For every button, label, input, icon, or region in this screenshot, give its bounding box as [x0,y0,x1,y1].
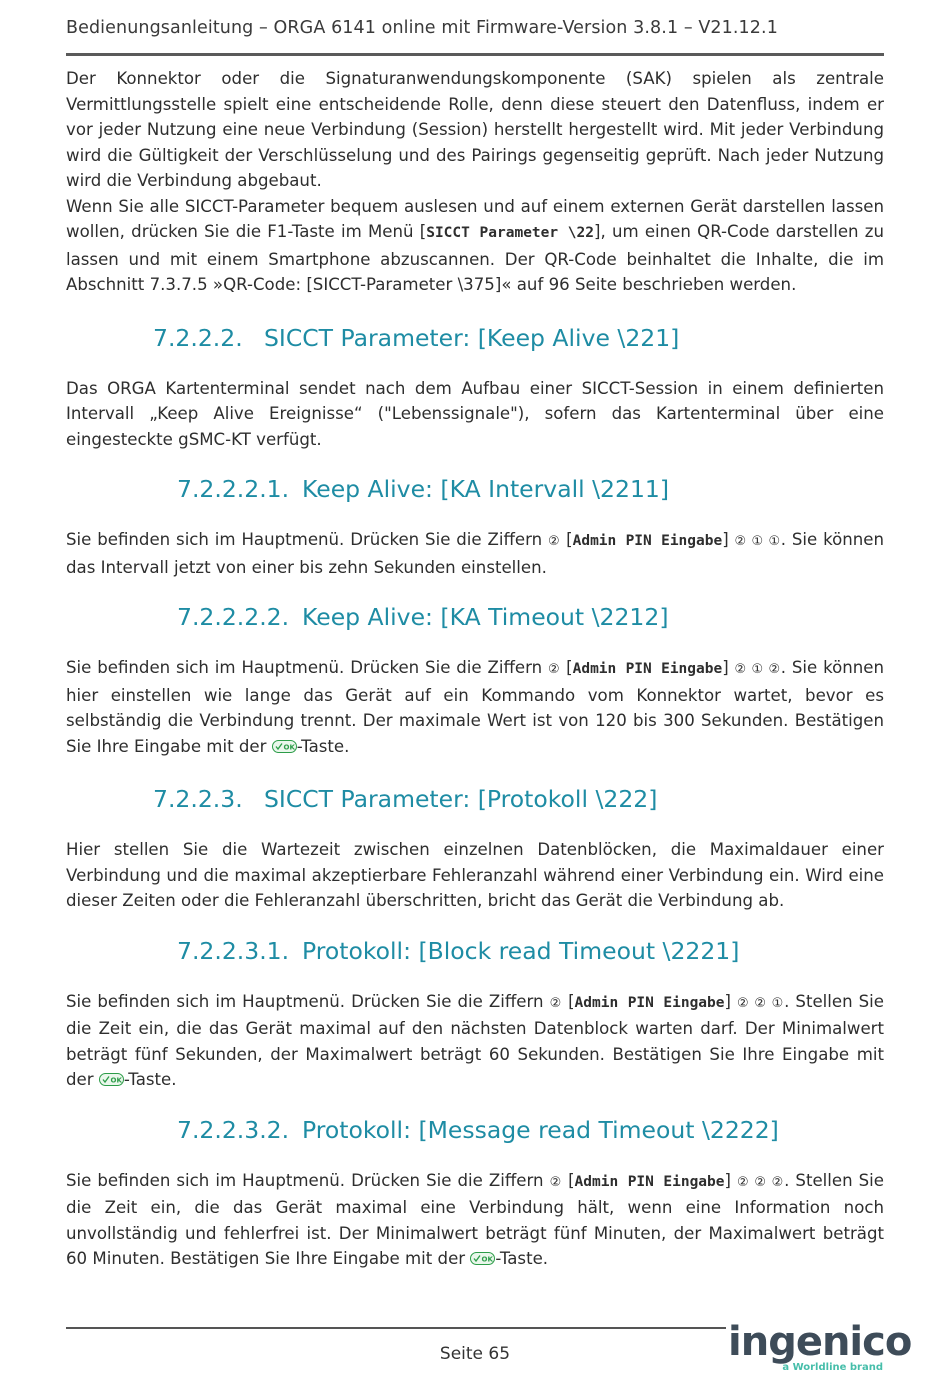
intro-paragraph-1: Der Konnektor oder die Signaturanwendungskomponente (SAK) spielen als zentrale Vermittlungsstelle spielt eine entscheidende Rolle, denn diese steuert den Datenfluss, indem er vor jeder Nutzung eine neue Verbindung (Session) herstellt hergestellt wird. Mit jeder Verbindung wird die Gültigkeit der Verschlüsselung und des Pairings gegenseitig geprüft. Nach jeder Nutzung wird die Verbindung abgebaut. [66,69,884,190]
subsection-heading-ka-intervall: 7.2.2.2.1. Keep Alive: [KA Intervall \2211] [177,475,670,503]
ok-key-label: OK [481,1255,494,1263]
key-sequence: ② [549,995,563,1011]
key-sequence: ② [549,1174,563,1190]
key-sequence: ② ① ② [734,662,781,677]
key-sequence: ② [548,534,561,549]
ok-key-label: OK [110,1076,122,1084]
page-content [66,66,884,1272]
menu-code: Admin PIN Eingabe [574,994,725,1011]
ingenico-logo [728,1319,912,1374]
header-divider [66,53,884,56]
subsection-text-ka-timeout: Sie befinden sich im Hauptmenü. Drücken Sie die Ziffern ② [Admin PIN Eingabe] ② ① ②. Sie können hier einstellen wie lange das Gerät auf ein Kommando vom Konnektor wartet, bevor es selbständig die Verbindung trennt. Der maximale Wert ist von 120 bis 300 Sekunden. Bestätigen Sie Ihre Eingabe mit der OK -Taste. [66,658,885,756]
ok-key-label: OK [283,743,295,751]
section-heading-protokoll: 7.2.2.3. SICCT Parameter: [Protokoll \222] [153,785,658,813]
subsection-heading-ka-timeout: 7.2.2.2.2. Keep Alive: [KA Timeout \2212] [177,603,669,631]
key-sequence: ② ② ② [737,1174,785,1190]
subsection-heading-message-read-timeout: 7.2.2.3.2. Protokoll: [Message read Timeout \2222] [177,1115,779,1144]
ok-key-icon [470,1252,495,1265]
section-text-protokoll: Hier stellen Sie die Wartezeit zwischen einzelnen Datenblöcken, die Maximaldauer einer Verbindung und die maximal akzeptierbare Fehleranzahl während einer Verbindung ein. Wird eine dieser Zeiten oder die Fehleranzahl überschritten, bricht das Gerät die Verbindung ab. [66,840,884,910]
document-header: Bedienungsanleitung – ORGA 6141 online mit Firmware-Version 3.8.1 – V21.12.1 [66,18,778,38]
menu-code: SICCT Parameter \22 [426,225,594,241]
logo-tagline: a Worldline brand [782,1362,883,1373]
logo-wordmark: ingenico [728,1319,912,1365]
subsection-text-ka-intervall: Sie befinden sich im Hauptmenü. Drücken Sie die Ziffern ② [Admin PIN Eingabe] ② ① ①. Sie können das Intervall jetzt von einer bis zehn Sekunden einstellen. [66,530,885,577]
page-number: Seite 65 [439,1344,511,1364]
intro-paragraph-2: Wenn Sie alle SICCT-Parameter bequem auslesen und auf einem externen Gerät darstellen lassen wollen, drücken Sie die F1-Taste im Menü [SICCT Parameter \22], um einen QR-Code darstellen zu lassen und mit einem Smartphone abzuscannen. Der QR-Code beinhaltet die Inhalte, die im Abschnitt 7.3.7.5 »QR-Code: [SICCT-Parameter \375]« auf 96 Seite beschrieben werden. [66,196,885,294]
section-heading-keep-alive: 7.2.2.2. SICCT Parameter: [Keep Alive \221] [153,323,680,352]
subsection-text-message-read-timeout: Sie befinden sich im Hauptmenü. Drücken Sie die Ziffern ② [Admin PIN Eingabe] ② ② ②. Stellen Sie die Zeit ein, die das Gerät maximal eine Verbindung hält, wenn eine Information noch unvollständig und fehlerfrei ist. Der Minimalwert beträgt fünf Minuten, der Maximalwert beträgt 60 Minuten. Bestätigen Sie Ihre Eingabe mit der OK -Taste. [66,1170,884,1268]
ok-key-icon [99,1073,124,1086]
key-sequence: ② [548,662,561,677]
menu-code: Admin PIN Eingabe [572,533,723,549]
key-sequence: ② ① ① [734,534,781,549]
ok-key-icon [272,740,297,753]
menu-code: Admin PIN Eingabe [572,661,723,677]
footer-divider [66,1327,726,1329]
key-sequence: ② ② ① [737,995,785,1011]
section-text-keep-alive: Das ORGA Kartenterminal sendet nach dem Aufbau einer SICCT-Session in einem definierten Intervall „Keep Alive Ereignisse“ ("Lebenssignale"), sofern das Kartenterminal über eine eingesteckte gSMC-KT verfügt. [66,378,884,449]
subsection-heading-block-read-timeout: 7.2.2.3.1. Protokoll: [Block read Timeout \2221] [177,936,740,965]
subsection-text-block-read-timeout: Sie befinden sich im Hauptmenü. Drücken Sie die Ziffern ② [Admin PIN Eingabe] ② ② ①. Stellen Sie die Zeit ein, die das Gerät maximal auf den nächsten Datenblock warten darf. Der Minimalwert beträgt fünf Sekunden, der Maximalwert beträgt 60 Sekunden. Bestätigen Sie Ihre Eingabe mit der OK -Taste. [66,991,884,1089]
menu-code: Admin PIN Eingabe [574,1173,725,1190]
